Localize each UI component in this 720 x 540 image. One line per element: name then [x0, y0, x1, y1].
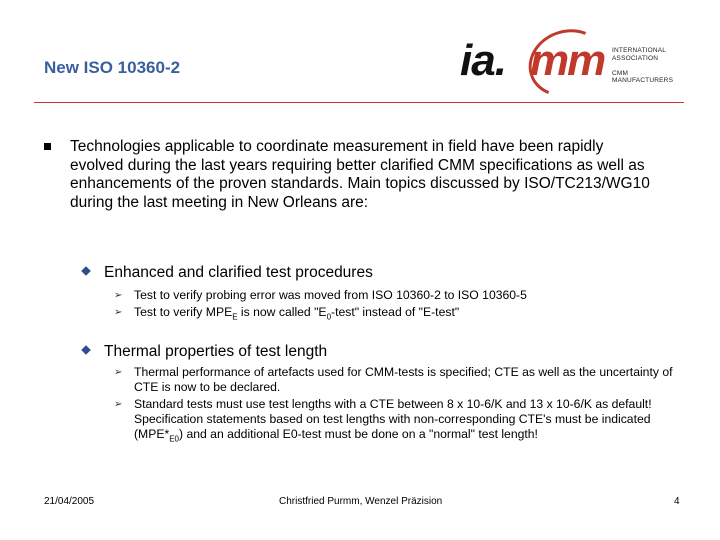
topic-1-heading-text: Enhanced and clarified test procedures	[104, 264, 373, 281]
logo-line-1: INTERNATIONAL	[612, 47, 667, 54]
topic-2-heading	[104, 343, 327, 361]
logo-line-2: ASSOCIATION	[612, 55, 659, 62]
header-rule	[34, 102, 684, 103]
footer-date: 21/04/2005	[44, 496, 95, 507]
topic-1-item-2-text-b: is now called "E	[237, 305, 327, 319]
intro-text: Technologies applicable to coordinate measurement in field have been rapidly evolved during the last years requiring better clarified CMM specifications as well as enhancements of the proven standards. Main topics discussed by ISO/TC213/WG10 during the last meeting in New Orleans are:	[70, 138, 650, 211]
subscript-e: E	[232, 312, 238, 322]
arrow-bullet-icon: ➢	[114, 290, 123, 301]
slide-title: New ISO 10360-2	[44, 58, 181, 77]
topic-2-item-2	[114, 397, 682, 446]
topic-1-item-1	[114, 288, 684, 303]
topic-2-item-2-text-b: ) and an additional E0-test must be done on a "normal" test length!	[179, 427, 538, 441]
topic-2-item-1-text: Thermal performance of artefacts used for CMM-tests is specified; CTE as well as the uncertainty of CTE is now to be declared.	[134, 365, 673, 394]
footer-author: Christfried Purmm, Wenzel Präzision	[279, 496, 443, 507]
topic-1-item-2	[114, 305, 684, 324]
topic-1-heading	[104, 264, 373, 282]
iacmm-logo	[460, 30, 690, 96]
square-bullet-icon	[44, 138, 70, 150]
arrow-bullet-icon: ➢	[114, 367, 123, 378]
topic-2-heading-text: Thermal properties of test length	[104, 343, 328, 360]
arrow-bullet-icon: ➢	[114, 399, 123, 410]
logo-ia-text: ia.	[460, 36, 506, 85]
main-bullet	[44, 138, 664, 212]
diamond-bullet-icon	[81, 345, 91, 355]
topic-1-item-2-text-a: Test to verify MPE	[134, 305, 233, 319]
topic-2-item-1	[114, 365, 674, 395]
topic-2-item-2-text-a: Standard tests must use test lengths with a CTE between 8 x 10-6/K and 13 x 10-6/K as default! Specification statements based on test lengths with non-corresponding CTE's must be indicated (MPE*	[134, 397, 652, 441]
topic-1-item-2-text-c: -test" instead of "E-test"	[331, 305, 460, 319]
diamond-bullet-icon	[81, 266, 91, 276]
subscript-e0: E0	[169, 434, 180, 444]
subscript-0: 0	[326, 312, 332, 322]
topic-1-item-1-text: Test to verify probing error was moved from ISO 10360-2 to ISO 10360-5	[134, 288, 527, 302]
footer-page-number: 4	[674, 496, 680, 507]
logo-line-3: CMM MANUFACTURERS	[612, 70, 674, 84]
arrow-bullet-icon: ➢	[114, 307, 123, 318]
logo-mm-text: mm	[530, 36, 605, 85]
